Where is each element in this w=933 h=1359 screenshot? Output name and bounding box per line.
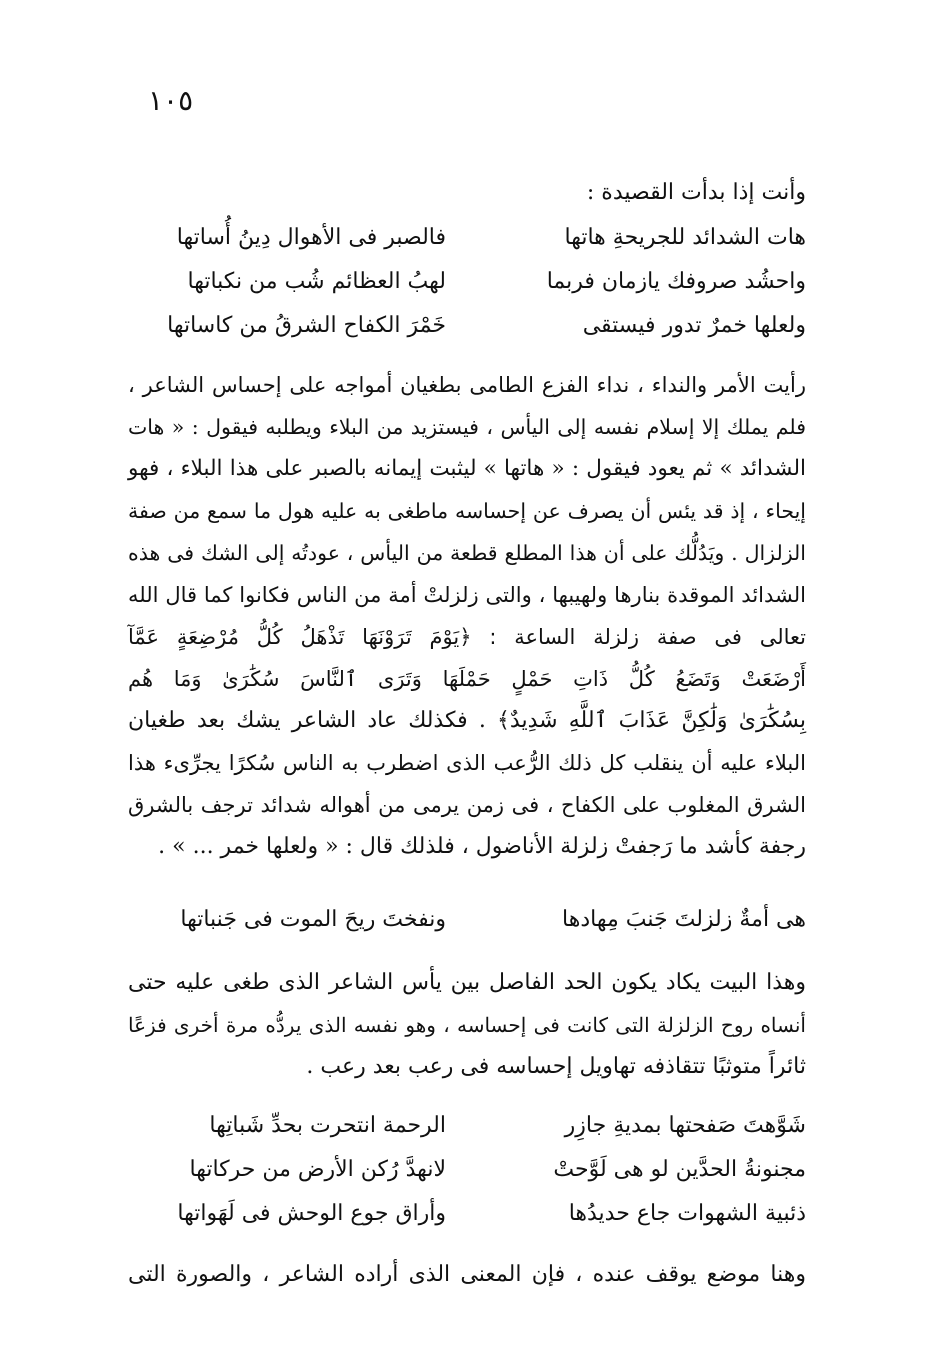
verse-first-hemistich: ذئبية الشهوات جاع حديدُها [568,1201,806,1226]
verse-second-hemistich: وأراق جوع الوحش فى لَهَواتها [177,1201,446,1226]
verse-group-1 [128,216,806,348]
paragraph-line: وهذا البيت يكاد يكون الحد الفاصل بين يأس الشاعر الذى طغى عليه حتى [128,970,806,995]
paragraph-line: ثائراً متوثبًا تتقاذفه تهاويل إحساسه فى رعب بعد رعب . [306,1054,806,1079]
paragraph-line: بِسُكَٰرَىٰ وَلَٰكِنَّ عَذَابَ ٱللَّهِ شَدِيدٌ﴾ . فكذلك عاد الشاعر يشك بعد طغيان [128,708,806,733]
verse-line [128,304,806,348]
verse-line [128,216,806,260]
verse-second-hemistich: لهبُ العظائم شُب من نكباتها [187,269,446,294]
verse-line [128,260,806,304]
paragraph-line: أنساه روح الزلزلة التى كانت فى إحساسه ، وهو نفسه الذى يردُّه مرة أخرى فزعًا [128,1013,806,1037]
paragraph-line: فلم يملك إلا إسلام نفسه إلى اليأس ، فيستزيد من البلاء ويطلبه فيقول : « هات [128,415,806,439]
closing-paragraph [128,1254,806,1296]
paragraph-line: الشرق المغلوب على الكفاح ، فى زمن يرمى من أهواله شدائد ترجف بالشرق [128,793,806,817]
paragraph-line: الزلزال . ويَدُلُّك على أن هذا المطلع قطعة من اليأس ، عودتُه إلى الشك فى هذه [128,541,806,565]
closing-line: وهنا موضع يوقف عنده ، فإن المعنى الذى أراده الشاعر ، والصورة التى [128,1262,806,1287]
verse-first-hemistich: هات الشدائد للجريحةِ هاتها [564,225,806,250]
intro-line: وأنت إذا بدأت القصيدة : [586,180,806,205]
verse-second-hemistich: الرحمة انتحرت بحدِّ شَباتِها [209,1113,446,1138]
paragraph-line: رأيت الأمر والنداء ، نداء الفزع الطامى بطغيان أمواجه على إحساس الشاعر ، [128,373,806,397]
verse-group-3 [128,1104,806,1236]
page-number: ١٠٥ [148,84,194,117]
verse-first-hemistich: هى أمةٌ زلزلتَ جَنبَ مِهادها [562,907,806,932]
paragraph-line-quran: تعالى فى صفة زلزلة الساعة : ﴿يَوْمَ تَرَوْنَهَا تَذْهَلُ كُلُّ مُرْضِعَةٍ عَمَّآ [128,625,806,649]
verse-second-hemistich: ونفختَ ريحَ الموت فى جَنباتها [180,907,446,932]
verse-first-hemistich: ولعلها خمرٌ تدور فيستقى [582,313,806,338]
intro-block [128,172,806,214]
paragraph-1 [128,364,806,868]
paragraph-line: الشدائد الموقدة بنارها ولهيبها ، والتى زلزلتْ أمة من الناس فكانوا كما قال الله [128,583,806,607]
verse-line [128,1104,806,1148]
verse-second-hemistich: خَمْرَ الكفاح الشرقُ من كاساتها [167,313,446,338]
verse-second-hemistich: فالصبر فى الأهوال دِينُ أُساتها [176,225,446,250]
paragraph-line: البلاء عليه أن ينقلب كل ذلك الرُّعب الذى اضطرب به الناس سُكرًا يجرِّىء هذا [128,751,806,775]
verse-second-hemistich: لانهدَّ رُكن الأرض من حركاتها [189,1157,446,1182]
verse-first-hemistich: شَوَّهتَ صَفحتها بمديةِ جازِر [564,1113,806,1138]
verse-first-hemistich: مجنونةُ الحدَّين لو هى لَوَّحتْ [553,1157,806,1182]
verse-line [128,898,806,942]
paragraph-line: إيحاء ، إذ قد يئس أن يصرف عن إحساسه ماطغى به عليه هول ما سمع من صفة [128,499,806,523]
verse-first-hemistich: واحشُد صروفك يازمان فربما [546,269,806,294]
verse-group-2 [128,898,806,942]
verse-line [128,1192,806,1236]
paragraph-line: رجفة كأشد ما رَجفتْ زلزلة الأناضول ، فلذلك قال : « ولعلها خمر ... » . [158,834,806,859]
paragraph-2 [128,962,806,1088]
verse-line [128,1148,806,1192]
paragraph-line-quran: أَرْضَعَتْ وَتَضَعُ كُلُّ ذَاتِ حَمْلٍ حَمْلَهَا وَتَرَى ٱلنَّاسَ سُكَٰرَىٰ وَمَا هُم [128,667,806,691]
paragraph-line: الشدائد » ثم يعود فيقول : « هاتها » ليثبت إيمانه بالصبر على هذا البلاء ، فهو [128,456,806,481]
